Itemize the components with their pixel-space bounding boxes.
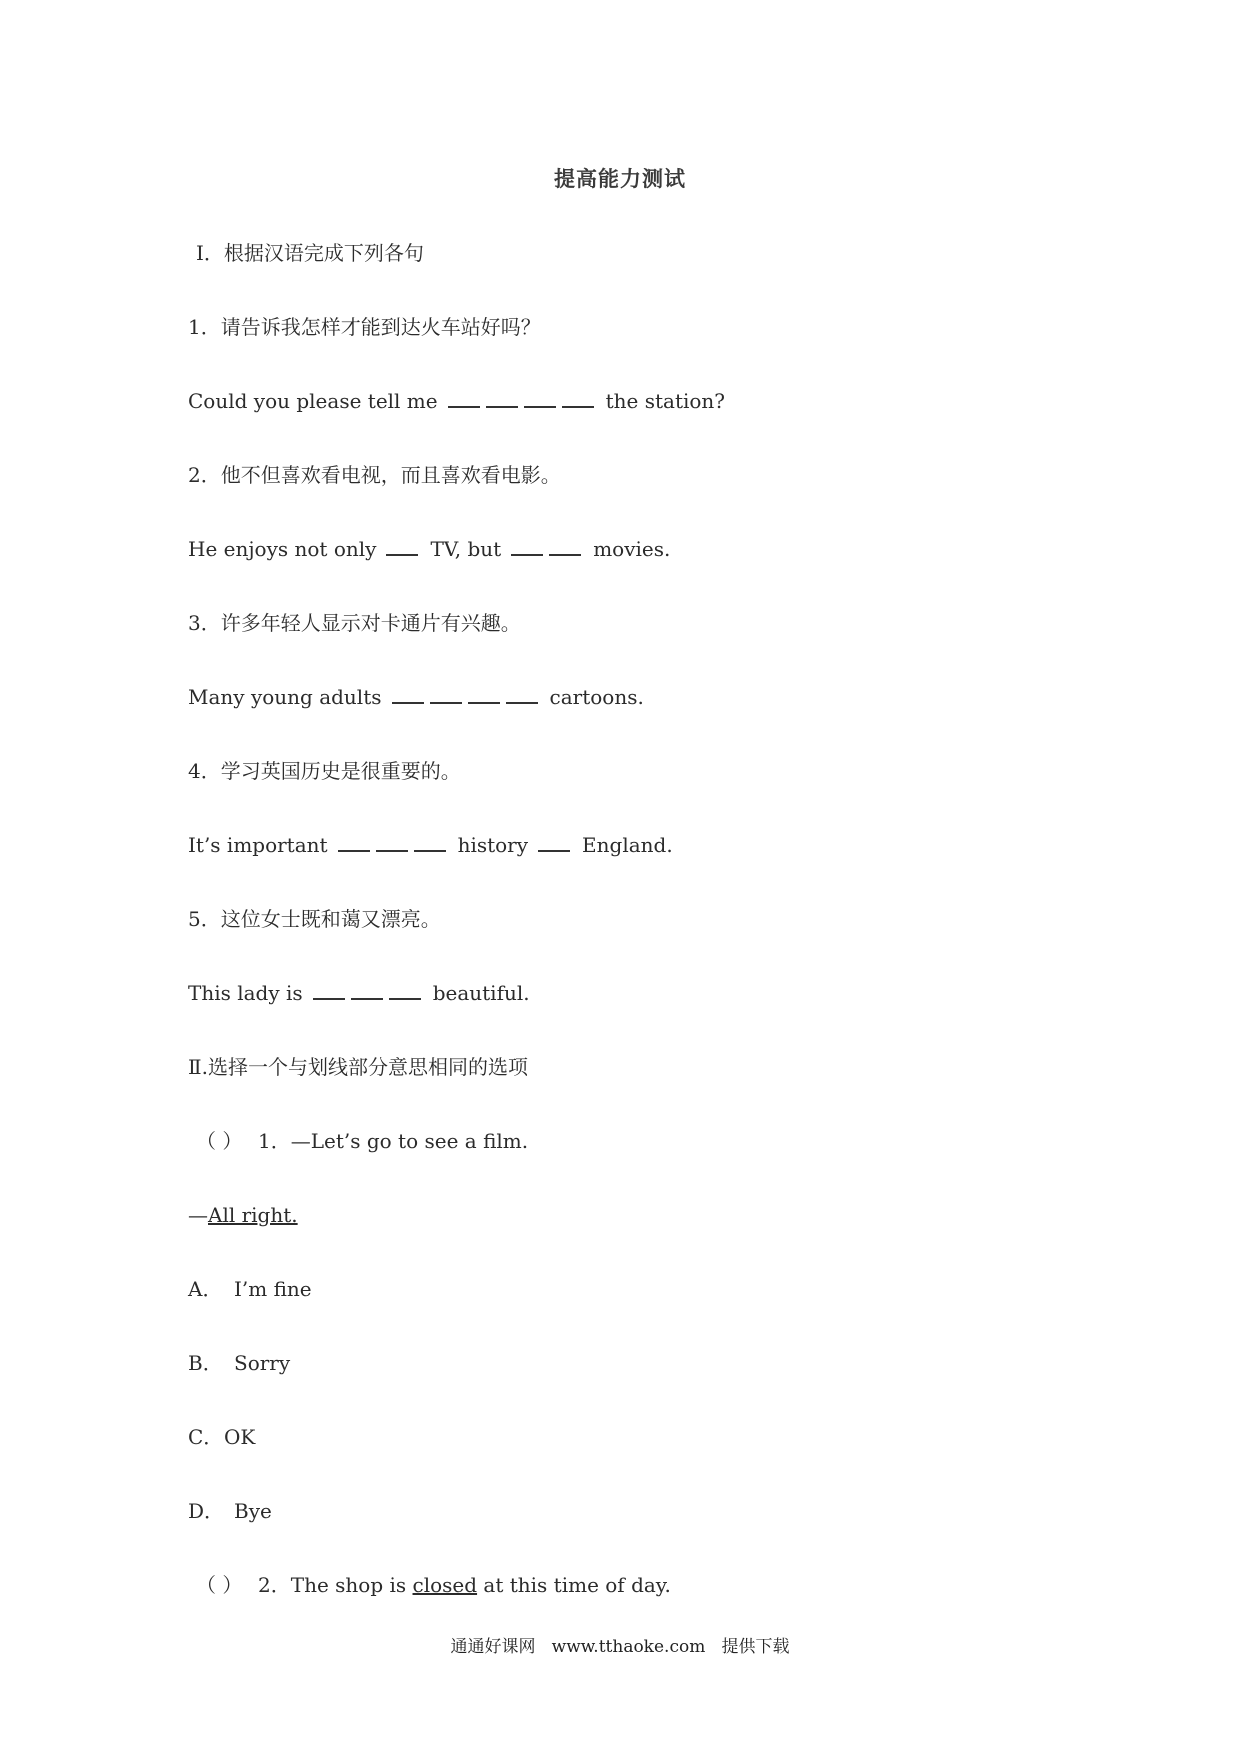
q4-english-end: England. [582, 833, 673, 857]
q4-english-start: It’s important [188, 833, 328, 857]
underlined-phrase: All right. [208, 1203, 298, 1227]
q5-blanks[interactable] [313, 981, 427, 1005]
option-letter: C． [188, 1425, 224, 1449]
blank [506, 684, 538, 704]
q3-english-start: Many young adults [188, 685, 382, 709]
reply-dash: — [188, 1203, 208, 1227]
option-b[interactable] [188, 1350, 290, 1376]
mc-question-1-prompt: 1．—Let’s go to see a film. [258, 1129, 529, 1153]
blank [562, 388, 594, 408]
q2-chinese: 2．他不但喜欢看电视，而且喜欢看电影。 [188, 463, 561, 487]
q2-english-mid: TV, but [430, 537, 502, 561]
q5-chinese: 5．这位女士既和蔼又漂亮。 [188, 907, 441, 931]
q2-english [188, 536, 670, 562]
blank [448, 388, 480, 408]
option-letter: A． [188, 1277, 223, 1301]
q4-blank-1[interactable] [338, 833, 452, 857]
q5-english-end: beautiful. [432, 981, 530, 1005]
blank [376, 832, 408, 852]
mc-question-2-prompt-start: 2．The shop is [258, 1573, 407, 1597]
q1-english-end: the station? [605, 389, 726, 413]
option-letter: D． [188, 1499, 225, 1523]
q5-english [188, 980, 530, 1006]
option-text: Bye [234, 1499, 272, 1523]
q1-chinese: 1．请告诉我怎样才能到达火车站好吗？ [188, 315, 541, 339]
page-title: 提高能力测试 [554, 166, 686, 191]
blank [313, 980, 345, 1000]
q4-english [188, 832, 673, 858]
blank [414, 832, 446, 852]
q4-chinese: 4．学习英国历史是很重要的。 [188, 759, 461, 783]
blank [549, 536, 581, 556]
q1-english-start: Could you please tell me [188, 389, 438, 413]
q2-english-start: He enjoys not only [188, 537, 377, 561]
q3-english [188, 684, 644, 710]
blank [468, 684, 500, 704]
blank [486, 388, 518, 408]
blank [430, 684, 462, 704]
q1-blanks[interactable] [448, 389, 600, 413]
section-2-heading: Ⅱ.选择一个与划线部分意思相同的选项 [188, 1055, 528, 1079]
q2-blank-2[interactable] [511, 537, 587, 561]
mc-question-2 [188, 1572, 671, 1598]
blank [511, 536, 543, 556]
blank [338, 832, 370, 852]
q2-english-end: movies. [593, 537, 671, 561]
underlined-word: closed [412, 1573, 478, 1597]
mc-question-1-reply [188, 1202, 298, 1228]
q3-english-end: cartoons. [549, 685, 644, 709]
q3-blanks[interactable] [392, 685, 544, 709]
blank [392, 684, 424, 704]
blank [386, 536, 418, 556]
answer-paren-2[interactable]: （ ） [196, 1573, 243, 1597]
blank [538, 832, 570, 852]
option-d[interactable] [188, 1498, 272, 1524]
option-letter: B． [188, 1351, 223, 1375]
section-1-heading: Ⅰ．根据汉语完成下列各句 [196, 241, 424, 265]
option-text: OK [224, 1425, 256, 1449]
footer-source: 通通好课网 www.tthaoke.com 提供下载 [450, 1637, 790, 1657]
q3-chinese: 3．许多年轻人显示对卡通片有兴趣。 [188, 611, 521, 635]
blank [389, 980, 421, 1000]
blank [524, 388, 556, 408]
mc-question-1 [188, 1128, 528, 1154]
option-c[interactable] [188, 1424, 255, 1450]
blank [351, 980, 383, 1000]
q5-english-start: This lady is [188, 981, 303, 1005]
mc-question-2-prompt-end: at this time of day. [483, 1573, 671, 1597]
option-a[interactable] [188, 1276, 312, 1302]
option-text: I’m fine [234, 1277, 312, 1301]
q4-english-mid: history [457, 833, 529, 857]
option-text: Sorry [234, 1351, 291, 1375]
q2-blank-1[interactable] [386, 537, 424, 561]
q4-blank-2[interactable] [538, 833, 576, 857]
answer-paren-1[interactable]: （ ） [196, 1129, 243, 1153]
q1-english [188, 388, 725, 414]
